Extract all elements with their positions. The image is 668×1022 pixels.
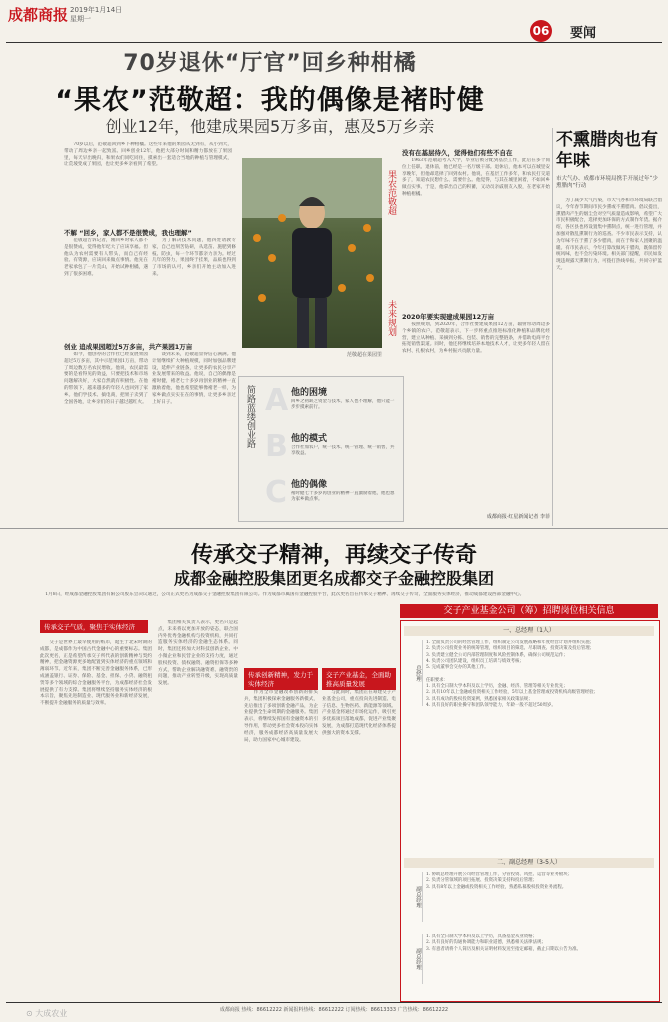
position-name: 总经理 [404, 640, 423, 706]
body-text-block: 范敬超告诉记者，刚回乡时家人都不是很赞成，觉得他年纪大了应该享福。但他认为农村需要有人带头，而自己有经验、有资源，应该回来做点事情。他先在老家承包了一片荒山，开始试种柑橘，遇到了很多困难。 [64, 238, 148, 277]
body-text-block: 谈到未来，范敬超显得信心满满。他计划继续扩大种植规模，同时加强品牌建设，延伸产业链条，让更多的农民分享产业发展带来的收益。他说，自己的偶像是褚时健，褚老七十多岁再创业的精神一直激励着他，他也希望能够像褚老一样，为家乡做点实实在在的事情，让更多乡亲过上好日子。 [152, 352, 236, 405]
second-story-bar-2: 传承创新精神，发力于实体经济 [244, 668, 318, 690]
body-text-block: 如今，他创办的合作社已经发展果园超过5万多亩，其中示范果园1万亩，带动了周边数万名农民增收。他说，农民最需要的是看得见的效益，只要把技术和市场问题解决好，大家自然就有积极性。在他的带领下，越来越多的年轻人也回到了家乡。他们学技术、搞电商，把果子卖到了全国各地，让乡亲们的日子越过越红火。 [64, 352, 148, 405]
recruitment-title: 交子产业基金公司（筹）招聘岗位相关信息 [400, 604, 658, 618]
date-text: 2019年1月14日 [70, 6, 123, 14]
job-description: 1. 协助总经理开展公司经营管理工作，分管投资、风控、运营等业务板块； 2. 负责分管领域的项目拓展、投资决策支持和投后管理； 3. 具有8年以上金融或投资相关工作经验，熟悉私募股权投资业务流程。 [426, 872, 573, 890]
box-item-a-label: 他的困境 [291, 388, 328, 398]
body-text-block: 按照规划，到2020年，合作社要建成果园12万亩，辐射带动周边多个乡镇的农户。范敬超表示，下一步将重点推进标准化种植和品牌化经营，建立从种植、采摘到分拣、包装、销售的完整链条，并借助电商平台拓宽销售渠道。同时，他还将继续培养本地技术人才，让更多年轻人留在农村、扎根农村，为乡村振兴贡献力量。 [402, 322, 550, 355]
body-text-block: 交子是世界上最早使用的纸币，诞生于北宋时期的成都，是成都作为中国古代金融中心的重要标志。集团此次更名，正是希望传承交子所代表的创新精神与契约精神，把金融资源更多地配置到实体经济的重点领域和薄弱环节。近年来，集团不断完善金融服务体系，已形成涵盖银行、证券、保险、基金、担保、小贷、融资租赁等多个领域的综合金融服务平台，为成都经济社会发展提供了有力支撑。集团将继续坚持服务实体经济的根本宗旨，聚焦先进制造业、现代服务业和新经济发展，不断提升金融服务的质量与效率。 [40, 640, 152, 707]
lead-subheading-1: 不解 “回乡，家人都不是很赞成，我也理解” [64, 229, 192, 237]
footer-text: 成都商报 热线：86612222 新闻报料热线：86612222 订阅热线：86613333 广告热线：86612222 [219, 1007, 449, 1013]
side-label-left: 果农范敬超 [386, 170, 396, 215]
second-story-bar-1: 传承交子气质，聚焦于实体经济 [40, 620, 148, 633]
footer-rule [6, 1002, 662, 1003]
job-description: 1. 全面负责公司的经营管理工作，组织制定公司发展战略和年度经营计划并组织实施； 2. 负责公司投资业务的统筹管理，组织项目的筛选、尽职调查、投资决策及投后管理； 3. 负责建立健全公司内部管理制度和风险控制体系，确保公司规范运作； 4. 负责公司团队建设，组织员工培训与绩效考核； 5. 完成董事会交办的其他工作。 任职要求： 1. 具有全日制大学本科及以上学历，金融、经济、管理等相关专业优先； 2. 具有10年以上金融或投资相关工作经验，5年以上基金管理或投资机构高级管理经验； 3. 具有成功的股权投资案例，熟悉国家相关政策法规； 4. 具有良好的职业操守和团队领导能力，年龄一般不超过50周岁。 [426, 640, 599, 708]
summary-box [238, 376, 404, 522]
page-number: 06 [530, 20, 552, 42]
second-headline-1: 传承交子精神，再续交子传奇 [190, 543, 477, 568]
orchard-photo [242, 158, 382, 348]
byline: 成都商报·红星新闻记者 李菲 [486, 514, 550, 520]
second-story-bar-3: 交子产业基金，全面助推高质量发展 [322, 668, 396, 690]
masthead [0, 0, 668, 44]
lead-kicker: 70岁退休“厅官”回乡种柑橘 [123, 51, 417, 76]
category-bar-2: 二、副总经理（3-5人） [404, 858, 654, 868]
sidebar-headline: 不熏腊肉也有年味 [556, 130, 658, 171]
body-text-block: 与此同时，集团正在筹建交子产业基金公司，重点投向先进制造、电子信息、生物医药、新能源等领域。产业基金将通过市场化运作，吸引更多优质项目落地成都，促进产业集聚发展，为成都打造现代化经济体系提供强大的资本支撑。 [322, 690, 396, 736]
right-col-heading: 没有在基层待久，觉得他们有些不自在 [402, 149, 513, 157]
letter-b: B [265, 429, 288, 464]
sidebar-summary: 市大气办、成都市环境局携手开展过年“少熏腊肉”行动 [556, 176, 658, 189]
body-text-block: 70岁以后，范敬超回到乡下种柑橘。这些年来他的果园从无到有，从小到大，带动了周边乡亲一起致富。回乡创业12年，他把大部分时间和精力都放在了果园里，每天早出晚归，和果农们同吃同住，摸索出一套适合当地的种植与管理模式，让荒坡变成了果园，也让更多乡亲看到了希望。 [64, 142, 232, 168]
body-text-block: 1月8日，经成都金融控股集团有限公司股东会决议通过，公司正式更名为成都交子金融控股集团有限公司。作为成都市属国有金融控股平台，此次更名旨在传承交子精神、再续交子传奇，全面服务实体经济，推动成都建设西部金融中心。 [36, 592, 525, 597]
weekday-text: 星期一 [70, 15, 91, 23]
masthead-rule [6, 42, 662, 43]
summary-box-label: 简路蓝缕创业路 [245, 385, 255, 448]
side-label-right: 未来规划 [386, 300, 396, 336]
box-item-text: 回乡之初缺乏资金与技术，家人也不理解，他只能一步步摸索前行。 [291, 399, 395, 410]
column-divider [552, 128, 553, 526]
second-headline-2: 成都金融控股集团更名成都交子金融控股集团 [173, 569, 494, 588]
position-name: 副总经理 [404, 934, 423, 984]
box-item-text: 褚时健七十多岁再创业的精神一直激励着他，他也想为家乡做点事。 [291, 491, 395, 502]
watermark: ⊙ 大成农业 [26, 1009, 68, 1018]
section-title: 要闻 [570, 26, 597, 41]
category-bar-1: 一、总经理（1人） [404, 626, 654, 636]
box-item-text: 合作社加农户，统一技术、统一管理、统一销售，共享收益。 [291, 445, 395, 456]
dateline [70, 6, 122, 24]
body-text-block: 1963年范敬超考入大学，毕业后被分配到基层工作，此后在多个岗位上任职。退休前，他已经是一名厅级干部。退休后，他本可以在城里安享晚年，但他却选择了回到农村。他说，在基层工作多年，和农民打交道多了，知道农民想什么、需要什么。他觉得，与其在城里闲着，不如回乡做点实事。于是，他拿出自己的积蓄，又动员亲戚朋友入股，在老家开始种植柑橘。 [402, 158, 550, 197]
lead-subheading-2: 创业 追成果园超过5万多亩，共产果园1万亩 [64, 343, 193, 351]
body-text-block: 为了解决技术问题，他四处请教专家，自己也刻苦钻研，从选苗、施肥到修枝、防虫，每一个环节都亲力亲为。经过几年的努力，果园终于挂果，品质也得到了市场的认可，乡亲们开始主动加入进来。 [152, 238, 236, 277]
box-item-c-label: 他的偶像 [291, 480, 328, 490]
position-name: 副总经理 [404, 872, 423, 922]
body-text-block: 集团相关负责人表示，更名只是起点，未来将以更加开放的姿态，联合国内外优秀金融机构与投资机构，共同打造服务实体经济的金融生态体系。同时，集团还将加大对科技创新企业、中小微企业和民营企业的支持力度，通过股权投资、债权融资、融资担保等多种方式，帮助企业解决融资难、融资贵的问题，推动产业转型升级，实现高质量发展。 [158, 620, 238, 687]
letter-a: A [265, 383, 289, 418]
newspaper-logo: 成都商报 [8, 6, 69, 24]
section-divider [0, 528, 668, 529]
body-text-block: 作为全市金融改革创新的排头兵，集团积极探索金融服务新模式，先后推出了多项创新金融产品，为企业提供全生命周期的金融服务。集团表示，将继续发挥国有金融资本的引导作用，带动更多社会资本投向实体经济，服务成都经济高质量发展大局，助力国家中心城市建设。 [244, 690, 318, 743]
job-description: 1. 具有全日制大学本科及以上学历，具备基金从业资格； 2. 具有良好的沟通协调能力和职业道德，熟悉相关法律法规； 3. 有意者请将个人简历及相关证明材料发送至指定邮箱，截止日期以公告为准。 [426, 934, 581, 952]
box-item-b-label: 他的模式 [291, 434, 328, 444]
letter-c: C [265, 475, 288, 510]
lead-subhead: 创业12年，他建成果园5万多亩，惠及5万乡亲 [105, 117, 435, 136]
right-col-subheading: 2020年要实现建成果园12万亩 [402, 313, 495, 321]
farmer-in-orchard-illustration [242, 158, 382, 348]
photo-caption: 范敬超在果园里 [346, 352, 382, 358]
body-text-block: 为了减少大气污染，市大气办和市环境局联合倡议，今年春节期间市民少熏或不熏腊肉。倡议提出，熏腊肉产生的烟尘会对空气质量造成影响，希望广大市民积极配合，选择更加环保的方式制作年货。据介绍，各区县也将设置集中熏制点，统一进行管理，并加强对散乱熏制行为的巡查。不少市民表示支持，认为年味不在于熏了多少腊肉，而在于和家人团聚的温暖。有市民表示，今年打算改做风干腊肉，既保留传统风味，也不会污染环境。相关部门提醒，市民如发现违规露天熏制行为，可拨打热线举报，共同守护蓝天。 [556, 198, 662, 271]
lead-headline: “果农”范敬超：我的偶像是褚时健 [55, 85, 485, 116]
